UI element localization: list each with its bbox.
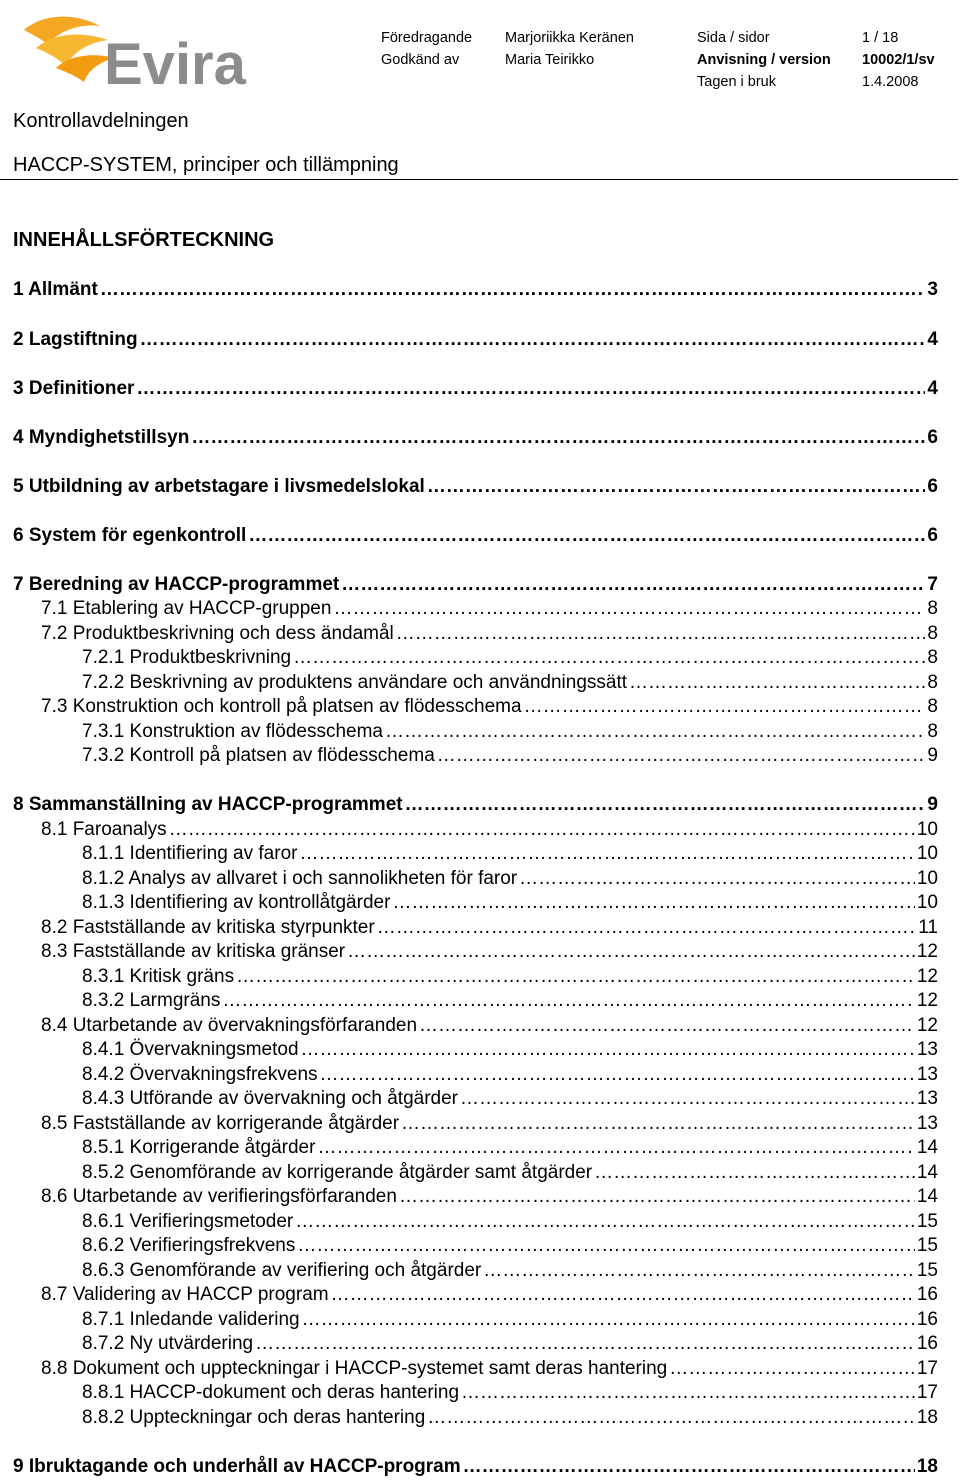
toc-dot-leader — [392, 891, 914, 915]
toc-entry-title: 8.4.1 Övervakningsmetod — [82, 1039, 299, 1060]
toc-entry[interactable] — [82, 965, 938, 989]
toc-entry[interactable] — [82, 1161, 938, 1185]
toc-entry-page: 8 — [927, 696, 938, 717]
toc-entry[interactable] — [82, 1063, 938, 1087]
toc-entry[interactable] — [41, 622, 938, 646]
toc-entry[interactable] — [13, 573, 938, 597]
toc-dot-leader — [302, 1308, 915, 1332]
toc-entry-page: 12 — [916, 1015, 938, 1036]
toc-entry-title: 8.6.2 Verifieringsfrekvens — [82, 1235, 296, 1256]
toc-entry[interactable] — [82, 1381, 938, 1405]
toc-entry-title: 8.7.1 Inledande validering — [82, 1309, 300, 1330]
toc-entry-page: 10 — [916, 868, 938, 889]
toc-entry-page: 8 — [927, 598, 938, 619]
toc-entry-page: 14 — [916, 1137, 938, 1158]
toc-entry[interactable] — [82, 1210, 938, 1234]
toc-entry[interactable] — [82, 867, 938, 891]
toc-dot-leader — [396, 622, 926, 646]
toc-entry[interactable] — [82, 1038, 938, 1062]
toc-entry-title: 9 Ibruktagande och underhåll av HACCP-program — [13, 1456, 461, 1477]
toc-dot-leader — [299, 842, 914, 866]
toc-dot-leader — [463, 1455, 915, 1479]
toc-entry[interactable] — [82, 1406, 938, 1430]
toc-entry-page: 17 — [916, 1382, 938, 1403]
toc-entry[interactable] — [13, 475, 938, 499]
toc-entry-title: 7.1 Etablering av HACCP-gruppen — [41, 598, 332, 619]
toc-entry-page: 17 — [916, 1358, 938, 1379]
toc-dot-leader — [460, 1087, 915, 1111]
toc-entry-title: 8.6.3 Genomförande av verifiering och åtgärder — [82, 1260, 482, 1281]
toc-dot-leader — [483, 1259, 915, 1283]
toc-entry[interactable] — [13, 328, 938, 352]
toc-entry-page: 6 — [927, 476, 938, 497]
toc-entry-page: 14 — [916, 1186, 938, 1207]
toc-entry[interactable] — [13, 426, 938, 450]
toc-entry-title: 8.3 Fastställande av kritiska gränser — [41, 941, 346, 962]
toc-entry[interactable] — [41, 818, 938, 842]
meta-label-version: Anvisning / version — [697, 52, 831, 68]
toc-entry-title: 8.8.2 Uppteckningar och deras hantering — [82, 1407, 426, 1428]
toc-entry[interactable] — [82, 1087, 938, 1111]
toc-entry-title: 2 Lagstiftning — [13, 329, 138, 350]
toc-entry-page: 8 — [927, 721, 938, 742]
toc-entry-title: 6 System för egenkontroll — [13, 525, 247, 546]
toc-entry-title: 8.4.2 Övervakningsfrekvens — [82, 1064, 318, 1085]
toc-entry-page: 12 — [916, 990, 938, 1011]
toc-entry[interactable] — [82, 1259, 938, 1283]
toc-dot-leader — [524, 695, 926, 719]
toc-entry[interactable] — [41, 916, 938, 940]
meta-label-in-use: Tagen i bruk — [697, 74, 776, 90]
toc-dot-leader — [461, 1381, 915, 1405]
toc-entry[interactable] — [13, 793, 938, 817]
document-subtitle: HACCP-SYSTEM, principer och tillämpning — [13, 154, 399, 176]
toc-dot-leader — [519, 867, 915, 891]
toc-entry-title: 8.2 Fastställande av kritiska styrpunkter — [41, 917, 375, 938]
toc-entry[interactable] — [41, 1357, 938, 1381]
toc-entry-page: 15 — [916, 1260, 938, 1281]
meta-value-approved: Maria Teirikko — [505, 52, 595, 68]
toc-entry[interactable] — [13, 1455, 938, 1479]
toc-entry-title: 7.2.2 Beskrivning av produktens användare och användningssätt — [82, 672, 628, 693]
toc-entry[interactable] — [41, 695, 938, 719]
toc-entry-page: 6 — [927, 427, 938, 448]
toc-entry-title: 1 Allmänt — [13, 279, 98, 300]
toc-entry[interactable] — [82, 1332, 938, 1356]
toc-dot-leader — [427, 475, 926, 499]
toc-entry-page: 8 — [927, 623, 938, 644]
meta-value-version: 10002/1/sv — [862, 52, 935, 68]
toc-dot-leader — [169, 818, 915, 842]
toc-dot-leader — [333, 597, 925, 621]
toc-entry-page: 10 — [916, 892, 938, 913]
toc-dot-leader — [301, 1038, 915, 1062]
toc-dot-leader — [100, 278, 926, 302]
toc-entry-title: 8.5 Fastställande av korrigerande åtgärder — [41, 1113, 400, 1134]
toc-entry-page: 8 — [927, 647, 938, 668]
toc-entry-title: 3 Definitioner — [13, 378, 135, 399]
meta-label-pages: Sida / sidor — [697, 30, 770, 46]
wing-icon — [24, 17, 114, 82]
toc-entry-title: 8.3.2 Larmgräns — [82, 990, 221, 1011]
toc-entry-title: 8.7.2 Ny utvärdering — [82, 1333, 254, 1354]
toc-dot-leader — [405, 793, 926, 817]
toc-dot-leader — [191, 426, 925, 450]
logo-text: Evira — [104, 32, 246, 90]
toc-dot-leader — [140, 328, 926, 352]
toc-entry-page: 13 — [916, 1039, 938, 1060]
toc-entry-title: 8.4 Utarbetande av övervakningsförfaranden — [41, 1015, 418, 1036]
department-name: Kontrollavdelningen — [13, 110, 189, 132]
toc-entry-title: 8.6 Utarbetande av verifieringsförfaranden — [41, 1186, 397, 1207]
toc-dot-leader — [222, 989, 915, 1013]
toc-dot-leader — [437, 744, 926, 768]
toc-entry-page: 16 — [916, 1309, 938, 1330]
toc-entry-page: 16 — [916, 1284, 938, 1305]
toc-entry-title: 7.2.1 Produktbeskrivning — [82, 647, 292, 668]
toc-entry-title: 7 Beredning av HACCP-programmet — [13, 574, 340, 595]
toc-entry-title: 8 Sammanställning av HACCP-programmet — [13, 794, 403, 815]
toc-dot-leader — [385, 720, 925, 744]
toc-entry-page: 18 — [916, 1456, 938, 1477]
toc-entry-page: 13 — [916, 1064, 938, 1085]
toc-entry[interactable] — [82, 671, 938, 695]
toc-entry-title: 8.7 Validering av HACCP program — [41, 1284, 329, 1305]
toc-entry[interactable] — [41, 597, 938, 621]
toc-entry-page: 6 — [927, 525, 938, 546]
toc-entry-title: 8.1 Faroanalys — [41, 819, 167, 840]
toc-entry[interactable] — [82, 989, 938, 1013]
toc-dot-leader — [341, 573, 925, 597]
toc-entry-page: 12 — [916, 941, 938, 962]
toc-dot-leader — [331, 1283, 915, 1307]
toc-dot-leader — [136, 377, 925, 401]
toc-dot-leader — [594, 1161, 915, 1185]
meta-label-presenter: Föredragande — [381, 30, 473, 46]
toc-entry[interactable] — [41, 1283, 938, 1307]
toc-heading: INNEHÅLLSFÖRTECKNING — [13, 229, 275, 251]
toc-entry-title: 8.1.2 Analys av allvaret i och sannolikheten för faror — [82, 868, 518, 889]
toc-dot-leader — [401, 1112, 915, 1136]
toc-entry-title: 8.3.1 Kritisk gräns — [82, 966, 235, 987]
toc-entry-title: 5 Utbildning av arbetstagare i livsmedelslokal — [13, 476, 425, 497]
toc-dot-leader — [377, 916, 917, 940]
toc-entry-title: 8.4.3 Utförande av övervakning och åtgärder — [82, 1088, 459, 1109]
toc-dot-leader — [293, 646, 925, 670]
toc-entry[interactable] — [13, 524, 938, 548]
toc-entry[interactable] — [82, 720, 938, 744]
toc-entry[interactable] — [41, 1112, 938, 1136]
toc-entry-page: 11 — [918, 917, 938, 938]
toc-entry[interactable] — [41, 1185, 938, 1209]
toc-entry-page: 4 — [927, 329, 938, 350]
toc-entry-page: 7 — [927, 574, 938, 595]
toc-entry[interactable] — [82, 891, 938, 915]
toc-dot-leader — [255, 1332, 915, 1356]
toc-entry-page: 15 — [916, 1211, 938, 1232]
toc-entry-page: 10 — [916, 819, 938, 840]
toc-dot-leader — [629, 671, 925, 695]
toc-entry-page: 8 — [927, 672, 938, 693]
toc-dot-leader — [317, 1136, 914, 1160]
toc-dot-leader — [399, 1185, 915, 1209]
toc-dot-leader — [347, 940, 915, 964]
meta-label-approved: Godkänd av — [381, 52, 460, 68]
toc-entry-page: 14 — [916, 1162, 938, 1183]
header-divider — [0, 179, 958, 180]
toc-entry-page: 3 — [927, 279, 938, 300]
evira-logo — [22, 10, 274, 90]
toc-dot-leader — [236, 965, 915, 989]
toc-entry-title: 8.8 Dokument och uppteckningar i HACCP-systemet samt deras hantering — [41, 1358, 668, 1379]
toc-entry-title: 8.1.1 Identifiering av faror — [82, 843, 298, 864]
toc-entry[interactable] — [82, 842, 938, 866]
toc-entry-page: 15 — [916, 1235, 938, 1256]
toc-dot-leader — [320, 1063, 915, 1087]
toc-entry-page: 13 — [916, 1113, 938, 1134]
toc-dot-leader — [427, 1406, 915, 1430]
toc-entry[interactable] — [13, 377, 938, 401]
toc-entry[interactable] — [82, 1308, 938, 1332]
toc-entry-page: 12 — [916, 966, 938, 987]
toc-entry-page: 10 — [916, 843, 938, 864]
meta-value-presenter: Marjoriikka Keränen — [505, 30, 634, 46]
toc-entry-title: 7.3 Konstruktion och kontroll på platsen av flödesschema — [41, 696, 522, 717]
toc-entry-page: 4 — [927, 378, 938, 399]
toc-entry[interactable] — [82, 1136, 938, 1160]
toc-entry-title: 8.5.2 Genomförande av korrigerande åtgärder samt åtgärder — [82, 1162, 593, 1183]
toc-entry[interactable] — [82, 646, 938, 670]
meta-value-pages: 1 / 18 — [862, 30, 899, 46]
toc-dot-leader — [248, 524, 925, 548]
toc-entry-page: 18 — [916, 1407, 938, 1428]
toc-entry[interactable] — [82, 744, 938, 768]
toc-entry-page: 16 — [916, 1333, 938, 1354]
toc-entry[interactable] — [41, 1014, 938, 1038]
toc-entry-page: 9 — [927, 745, 938, 766]
toc-dot-leader — [669, 1357, 915, 1381]
toc-entry-title: 8.5.1 Korrigerande åtgärder — [82, 1137, 316, 1158]
toc-entry-title: 7.3.1 Konstruktion av flödesschema — [82, 721, 384, 742]
toc-entry-title: 8.1.3 Identifiering av kontrollåtgärder — [82, 892, 391, 913]
toc-entry-page: 9 — [927, 794, 938, 815]
toc-dot-leader — [295, 1210, 915, 1234]
toc-entry-title: 8.8.1 HACCP-dokument och deras hantering — [82, 1382, 460, 1403]
toc-entry[interactable] — [41, 940, 938, 964]
toc-entry[interactable] — [13, 278, 938, 302]
toc-entry-title: 7.3.2 Kontroll på platsen av flödesschema — [82, 745, 435, 766]
toc-entry[interactable] — [82, 1234, 938, 1258]
toc-entry-title: 7.2 Produktbeskrivning och dess ändamål — [41, 623, 394, 644]
toc-entry-page: 13 — [916, 1088, 938, 1109]
toc-entry-title: 8.6.1 Verifieringsmetoder — [82, 1211, 294, 1232]
toc-dot-leader — [297, 1234, 915, 1258]
toc-dot-leader — [419, 1014, 915, 1038]
toc-entry-title: 4 Myndighetstillsyn — [13, 427, 190, 448]
meta-value-in-use: 1.4.2008 — [862, 74, 919, 90]
